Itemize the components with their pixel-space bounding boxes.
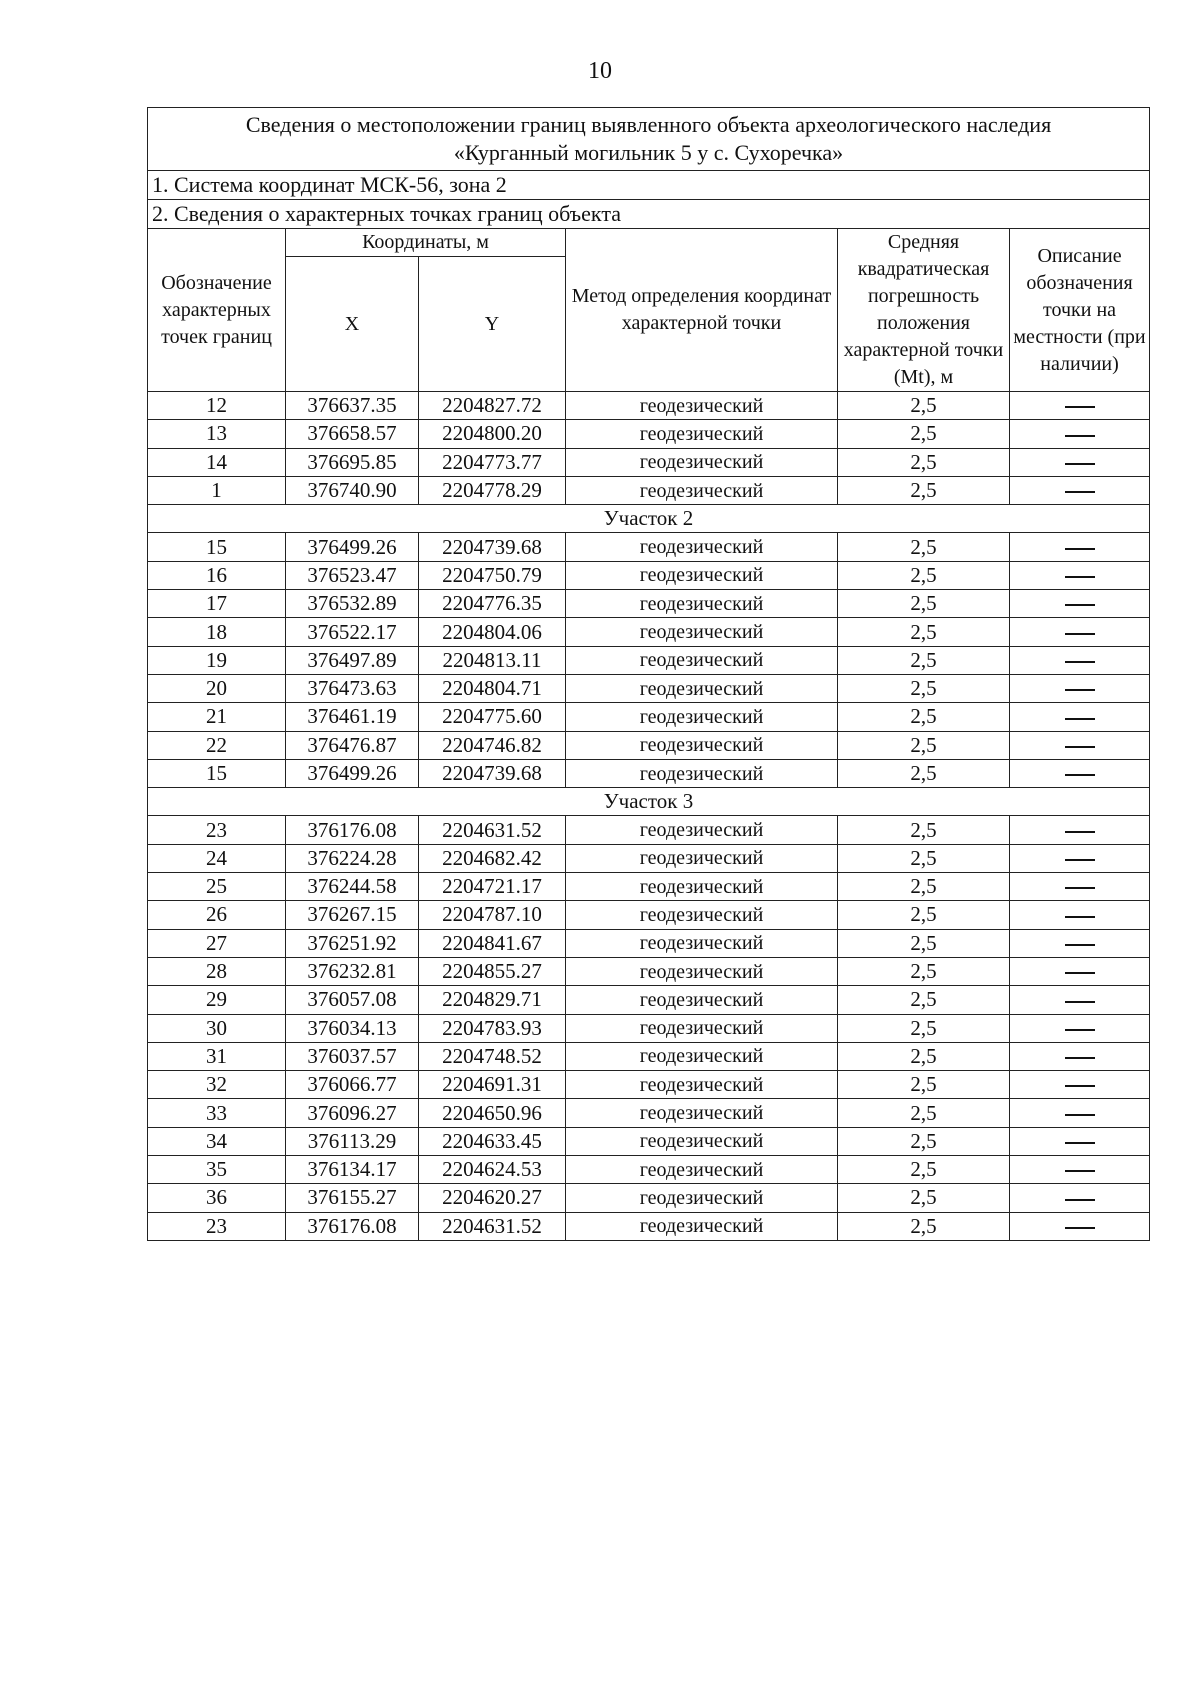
header-error: Средняя квадратическая погрешность положения характерной точки (Mt), м: [838, 229, 1010, 392]
method-cell: геодезический: [566, 561, 838, 589]
y-coordinate-cell: 2204783.93: [419, 1014, 566, 1042]
y-coordinate-cell: 2204620.27: [419, 1184, 566, 1212]
point-id-cell: 28: [148, 957, 286, 985]
x-coordinate-cell: 376476.87: [286, 731, 419, 759]
description-cell: [1010, 986, 1150, 1014]
description-cell: [1010, 561, 1150, 589]
description-cell: [1010, 533, 1150, 561]
dash-mark: [1065, 1199, 1095, 1201]
dash-mark: [1065, 746, 1095, 748]
x-coordinate-cell: 376267.15: [286, 901, 419, 929]
table-row: [148, 816, 1150, 844]
table-row: [148, 476, 1150, 504]
point-id-cell: 13: [148, 420, 286, 448]
error-cell: 2,5: [838, 448, 1010, 476]
method-cell: геодезический: [566, 420, 838, 448]
error-cell: 2,5: [838, 1014, 1010, 1042]
point-id-cell: 32: [148, 1071, 286, 1099]
dash-mark: [1065, 1085, 1095, 1087]
table-row: [148, 533, 1150, 561]
table-row: [148, 674, 1150, 702]
error-cell: 2,5: [838, 420, 1010, 448]
point-id-cell: 25: [148, 873, 286, 901]
x-coordinate-cell: 376473.63: [286, 674, 419, 702]
y-coordinate-cell: 2204633.45: [419, 1127, 566, 1155]
dash-mark: [1065, 831, 1095, 833]
y-coordinate-cell: 2204746.82: [419, 731, 566, 759]
x-coordinate-cell: 376034.13: [286, 1014, 419, 1042]
error-cell: 2,5: [838, 957, 1010, 985]
error-cell: 2,5: [838, 844, 1010, 872]
table-row: [148, 1212, 1150, 1240]
description-cell: [1010, 957, 1150, 985]
table-row: [148, 873, 1150, 901]
table-row: [148, 618, 1150, 646]
method-cell: геодезический: [566, 1042, 838, 1070]
method-cell: геодезический: [566, 731, 838, 759]
x-coordinate-cell: 376658.57: [286, 420, 419, 448]
error-cell: 2,5: [838, 873, 1010, 901]
section-row: [148, 788, 1150, 816]
point-id-cell: 29: [148, 986, 286, 1014]
description-cell: [1010, 618, 1150, 646]
description-cell: [1010, 816, 1150, 844]
error-cell: 2,5: [838, 1071, 1010, 1099]
dash-mark: [1065, 689, 1095, 691]
x-coordinate-cell: 376155.27: [286, 1184, 419, 1212]
dash-mark: [1065, 1029, 1095, 1031]
description-cell: [1010, 901, 1150, 929]
dash-mark: [1065, 916, 1095, 918]
y-coordinate-cell: 2204778.29: [419, 476, 566, 504]
table-row: [148, 901, 1150, 929]
table-row: [148, 1014, 1150, 1042]
error-cell: 2,5: [838, 703, 1010, 731]
description-cell: [1010, 1071, 1150, 1099]
table-row: [148, 590, 1150, 618]
table-row: [148, 1156, 1150, 1184]
boundary-points-table: [147, 107, 1150, 1241]
header-description: Описание обозначения точки на местности (при наличии): [1010, 229, 1150, 392]
error-cell: 2,5: [838, 901, 1010, 929]
error-cell: 2,5: [838, 1212, 1010, 1240]
point-id-cell: 15: [148, 533, 286, 561]
y-coordinate-cell: 2204804.71: [419, 674, 566, 702]
table-row: [148, 561, 1150, 589]
method-cell: геодезический: [566, 533, 838, 561]
x-coordinate-cell: 376523.47: [286, 561, 419, 589]
description-cell: [1010, 1212, 1150, 1240]
dash-mark: [1065, 859, 1095, 861]
y-coordinate-cell: 2204773.77: [419, 448, 566, 476]
method-cell: геодезический: [566, 1014, 838, 1042]
point-id-cell: 20: [148, 674, 286, 702]
table-row: [148, 646, 1150, 674]
y-coordinate-cell: 2204624.53: [419, 1156, 566, 1184]
dash-mark: [1065, 944, 1095, 946]
method-cell: геодезический: [566, 816, 838, 844]
description-cell: [1010, 929, 1150, 957]
dash-mark: [1065, 1227, 1095, 1229]
y-coordinate-cell: 2204650.96: [419, 1099, 566, 1127]
point-id-cell: 16: [148, 561, 286, 589]
error-cell: 2,5: [838, 590, 1010, 618]
table-row: [148, 392, 1150, 420]
error-cell: 2,5: [838, 618, 1010, 646]
point-id-cell: 31: [148, 1042, 286, 1070]
error-cell: 2,5: [838, 1042, 1010, 1070]
point-id-cell: 34: [148, 1127, 286, 1155]
method-cell: геодезический: [566, 476, 838, 504]
y-coordinate-cell: 2204748.52: [419, 1042, 566, 1070]
table-row: [148, 1042, 1150, 1070]
point-id-cell: 27: [148, 929, 286, 957]
method-cell: геодезический: [566, 929, 838, 957]
dash-mark: [1065, 718, 1095, 720]
dash-mark: [1065, 972, 1095, 974]
y-coordinate-cell: 2204691.31: [419, 1071, 566, 1099]
y-coordinate-cell: 2204721.17: [419, 873, 566, 901]
dash-mark: [1065, 774, 1095, 776]
point-id-cell: 18: [148, 618, 286, 646]
points-info-heading: 2. Сведения о характерных точках границ объекта: [148, 200, 1150, 229]
y-coordinate-cell: 2204631.52: [419, 1212, 566, 1240]
description-cell: [1010, 392, 1150, 420]
error-cell: 2,5: [838, 1127, 1010, 1155]
coordinate-system: 1. Система координат МСК-56, зона 2: [148, 171, 1150, 200]
error-cell: 2,5: [838, 816, 1010, 844]
method-cell: геодезический: [566, 844, 838, 872]
point-id-cell: 26: [148, 901, 286, 929]
point-id-cell: 36: [148, 1184, 286, 1212]
description-cell: [1010, 873, 1150, 901]
x-coordinate-cell: 376232.81: [286, 957, 419, 985]
method-cell: геодезический: [566, 901, 838, 929]
x-coordinate-cell: 376224.28: [286, 844, 419, 872]
y-coordinate-cell: 2204682.42: [419, 844, 566, 872]
method-cell: геодезический: [566, 1212, 838, 1240]
header-coordinates: Координаты, м: [286, 229, 566, 257]
method-cell: геодезический: [566, 957, 838, 985]
dash-mark: [1065, 887, 1095, 889]
x-coordinate-cell: 376066.77: [286, 1071, 419, 1099]
point-id-cell: 24: [148, 844, 286, 872]
table-title-line1: Сведения о местоположении границ выявленного объекта археологического наследия: [245, 112, 1052, 137]
method-cell: геодезический: [566, 759, 838, 787]
x-coordinate-cell: 376522.17: [286, 618, 419, 646]
error-cell: 2,5: [838, 759, 1010, 787]
y-coordinate-cell: 2204631.52: [419, 816, 566, 844]
description-cell: [1010, 1156, 1150, 1184]
error-cell: 2,5: [838, 929, 1010, 957]
description-cell: [1010, 844, 1150, 872]
method-cell: геодезический: [566, 674, 838, 702]
x-coordinate-cell: 376637.35: [286, 392, 419, 420]
point-id-cell: 14: [148, 448, 286, 476]
header-designation: Обозначение характерных точек границ: [148, 229, 286, 392]
table-title: [148, 108, 1150, 171]
x-coordinate-cell: 376497.89: [286, 646, 419, 674]
table-title-line2: «Курганный могильник 5 у с. Сухоречка»: [453, 140, 844, 165]
table-row: [148, 448, 1150, 476]
description-cell: [1010, 674, 1150, 702]
error-cell: 2,5: [838, 533, 1010, 561]
table-row: [148, 957, 1150, 985]
dash-mark: [1065, 435, 1095, 437]
error-cell: 2,5: [838, 731, 1010, 759]
method-cell: геодезический: [566, 1184, 838, 1212]
x-coordinate-cell: 376244.58: [286, 873, 419, 901]
method-cell: геодезический: [566, 646, 838, 674]
y-coordinate-cell: 2204829.71: [419, 986, 566, 1014]
y-coordinate-cell: 2204739.68: [419, 533, 566, 561]
y-coordinate-cell: 2204739.68: [419, 759, 566, 787]
description-cell: [1010, 476, 1150, 504]
description-cell: [1010, 1014, 1150, 1042]
point-id-cell: 19: [148, 646, 286, 674]
description-cell: [1010, 646, 1150, 674]
table-row: [148, 1099, 1150, 1127]
error-cell: 2,5: [838, 476, 1010, 504]
table-row: [148, 1127, 1150, 1155]
y-coordinate-cell: 2204800.20: [419, 420, 566, 448]
table-row: [148, 1071, 1150, 1099]
x-coordinate-cell: 376096.27: [286, 1099, 419, 1127]
section-label: Участок 2: [148, 505, 1150, 533]
error-cell: 2,5: [838, 1184, 1010, 1212]
dash-mark: [1065, 604, 1095, 606]
y-coordinate-cell: 2204787.10: [419, 901, 566, 929]
point-id-cell: 35: [148, 1156, 286, 1184]
x-coordinate-cell: 376176.08: [286, 816, 419, 844]
point-id-cell: 15: [148, 759, 286, 787]
description-cell: [1010, 1184, 1150, 1212]
dash-mark: [1065, 491, 1095, 493]
table-row: [148, 420, 1150, 448]
dash-mark: [1065, 661, 1095, 663]
y-coordinate-cell: 2204804.06: [419, 618, 566, 646]
error-cell: 2,5: [838, 561, 1010, 589]
description-cell: [1010, 420, 1150, 448]
point-id-cell: 30: [148, 1014, 286, 1042]
dash-mark: [1065, 1170, 1095, 1172]
description-cell: [1010, 1127, 1150, 1155]
description-cell: [1010, 731, 1150, 759]
description-cell: [1010, 759, 1150, 787]
dash-mark: [1065, 463, 1095, 465]
method-cell: геодезический: [566, 703, 838, 731]
dash-mark: [1065, 633, 1095, 635]
x-coordinate-cell: 376695.85: [286, 448, 419, 476]
x-coordinate-cell: 376134.17: [286, 1156, 419, 1184]
description-cell: [1010, 590, 1150, 618]
method-cell: геодезический: [566, 448, 838, 476]
y-coordinate-cell: 2204855.27: [419, 957, 566, 985]
dash-mark: [1065, 548, 1095, 550]
point-id-cell: 17: [148, 590, 286, 618]
method-cell: геодезический: [566, 590, 838, 618]
x-coordinate-cell: 376532.89: [286, 590, 419, 618]
table-row: [148, 986, 1150, 1014]
method-cell: геодезический: [566, 986, 838, 1014]
point-id-cell: 1: [148, 476, 286, 504]
x-coordinate-cell: 376176.08: [286, 1212, 419, 1240]
table-row: [148, 929, 1150, 957]
method-cell: геодезический: [566, 873, 838, 901]
error-cell: 2,5: [838, 1156, 1010, 1184]
dash-mark: [1065, 1114, 1095, 1116]
error-cell: 2,5: [838, 674, 1010, 702]
table-row: [148, 731, 1150, 759]
error-cell: 2,5: [838, 392, 1010, 420]
y-coordinate-cell: 2204775.60: [419, 703, 566, 731]
dash-mark: [1065, 406, 1095, 408]
header-method: Метод определения координат характерной точки: [566, 229, 838, 392]
table-row: [148, 844, 1150, 872]
x-coordinate-cell: 376499.26: [286, 759, 419, 787]
error-cell: 2,5: [838, 646, 1010, 674]
x-coordinate-cell: 376037.57: [286, 1042, 419, 1070]
x-coordinate-cell: 376057.08: [286, 986, 419, 1014]
error-cell: 2,5: [838, 986, 1010, 1014]
method-cell: геодезический: [566, 1127, 838, 1155]
x-coordinate-cell: 376251.92: [286, 929, 419, 957]
method-cell: геодезический: [566, 392, 838, 420]
point-id-cell: 23: [148, 816, 286, 844]
dash-mark: [1065, 1057, 1095, 1059]
page-number: 10: [588, 58, 612, 84]
header-y: Y: [419, 257, 566, 392]
point-id-cell: 12: [148, 392, 286, 420]
description-cell: [1010, 703, 1150, 731]
y-coordinate-cell: 2204841.67: [419, 929, 566, 957]
section-row: [148, 505, 1150, 533]
y-coordinate-cell: 2204827.72: [419, 392, 566, 420]
description-cell: [1010, 1042, 1150, 1070]
method-cell: геодезический: [566, 1156, 838, 1184]
point-id-cell: 21: [148, 703, 286, 731]
table-row: [148, 1184, 1150, 1212]
x-coordinate-cell: 376461.19: [286, 703, 419, 731]
y-coordinate-cell: 2204750.79: [419, 561, 566, 589]
method-cell: геодезический: [566, 1071, 838, 1099]
method-cell: геодезический: [566, 1099, 838, 1127]
method-cell: геодезический: [566, 618, 838, 646]
dash-mark: [1065, 576, 1095, 578]
x-coordinate-cell: 376499.26: [286, 533, 419, 561]
description-cell: [1010, 1099, 1150, 1127]
point-id-cell: 23: [148, 1212, 286, 1240]
y-coordinate-cell: 2204813.11: [419, 646, 566, 674]
description-cell: [1010, 448, 1150, 476]
x-coordinate-cell: 376113.29: [286, 1127, 419, 1155]
table-row: [148, 759, 1150, 787]
dash-mark: [1065, 1001, 1095, 1003]
section-label: Участок 3: [148, 788, 1150, 816]
point-id-cell: 33: [148, 1099, 286, 1127]
table-row: [148, 703, 1150, 731]
y-coordinate-cell: 2204776.35: [419, 590, 566, 618]
dash-mark: [1065, 1142, 1095, 1144]
header-x: X: [286, 257, 419, 392]
x-coordinate-cell: 376740.90: [286, 476, 419, 504]
point-id-cell: 22: [148, 731, 286, 759]
error-cell: 2,5: [838, 1099, 1010, 1127]
